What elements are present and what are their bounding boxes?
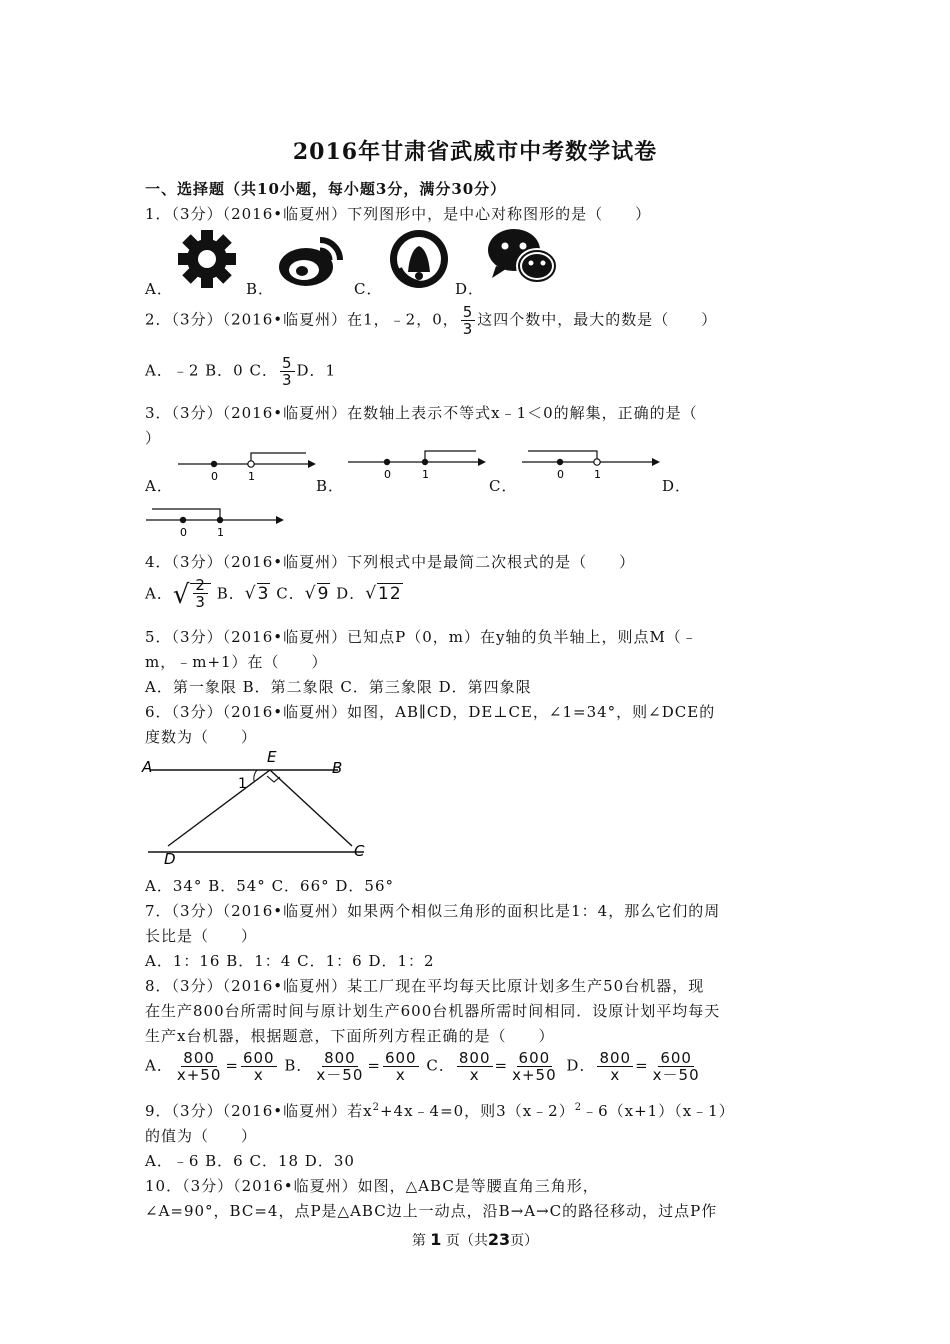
q8-d-right-fraction [651, 1050, 702, 1083]
point-label-a: A [142, 758, 153, 776]
q6-stem-line1: 6．（3分）（2016•临夏州）如图，AB∥CD，DE⊥CE，∠1=34°，则∠DCE的 [145, 703, 716, 721]
point-label-b: B [332, 759, 343, 777]
tick-label-0: 0 [384, 468, 391, 481]
fraction-numerator: 600 [518, 1049, 551, 1067]
q2-options [145, 355, 336, 388]
fraction-denominator: 3 [195, 593, 206, 611]
q4-option-a-radical: √ $\frac{2}{3}$ [173, 584, 211, 604]
number-line-a [176, 448, 321, 484]
number-line-b [346, 448, 491, 484]
fraction-numerator: 800 [183, 1049, 215, 1067]
q4-option-c-radical: √9 [304, 583, 330, 604]
fraction-denominator: x+50 [176, 1066, 222, 1084]
number-line-c [520, 448, 665, 484]
fraction-denominator: 3 [462, 320, 474, 338]
fraction-denominator: x [253, 1066, 264, 1084]
q9-stem-line1 [145, 1100, 735, 1121]
q10-stem-line1: 10．（3分）（2016•临夏州）如图，△ABC是等腰直角三角形， [145, 1177, 599, 1195]
fraction-denominator: x [395, 1066, 406, 1084]
q5-stem-line1: 5．（3分）（2016•临夏州）已知点P（0，m）在y轴的负半轴上，则点M（﹣ [145, 628, 698, 646]
tick-label-0: 0 [211, 470, 218, 483]
page-number: 1 [430, 1230, 442, 1249]
fraction-denominator: 3 [281, 371, 293, 389]
tick-label-1: 1 [217, 526, 224, 539]
q9-stem-pre: 9．（3分）（2016•临夏州）若x [145, 1102, 373, 1120]
section-heading: 一、选择题（共10小题，每小题3分，满分30分） [145, 180, 507, 198]
footer-suffix: 页） [510, 1233, 539, 1249]
q3-option-c: C． [489, 477, 518, 495]
weibo-icon [276, 232, 346, 288]
equals-sign: = [225, 1056, 239, 1075]
radicand: 3 [257, 583, 270, 604]
q8-d-left-fraction [597, 1050, 633, 1083]
q6-geometry-figure [140, 748, 380, 870]
q7-stem-line2: 长比是（ ） [145, 927, 258, 945]
q2-stem-pre: 2．（3分）（2016•临夏州）在1，﹣2，0， [145, 310, 459, 329]
tick-label-0: 0 [557, 468, 564, 481]
q4-stem: 4．（3分）（2016•临夏州）下列根式中是最简二次根式的是（ ） [145, 553, 636, 571]
q8-stem-line2: 在生产800台所需时间与原计划生产600台机器所需时间相同．设原计划平均每天 [145, 1002, 721, 1020]
q2-stem-post: 这四个数中，最大的数是（ ） [477, 310, 718, 329]
q4-option-d-label: D． [336, 584, 366, 603]
q8-b-left-fraction [314, 1050, 365, 1083]
fraction-numerator: 600 [660, 1049, 692, 1067]
q1-option-d: D． [455, 280, 485, 298]
q7-stem-line1: 7．（3分）（2016•临夏州）如果两个相似三角形的面积比是1：4，那么它们的周 [145, 902, 721, 920]
q8-c-left-fraction [457, 1050, 493, 1083]
angle-label-1: 1 [238, 776, 247, 792]
q8-options [145, 1050, 704, 1083]
q6-stem-line2: 度数为（ ） [145, 728, 258, 746]
q8-b-right-fraction [383, 1050, 419, 1083]
tick-label-1: 1 [594, 468, 601, 481]
q4-option-b-radical: √3 [244, 583, 270, 604]
fraction-numerator: 5 [462, 303, 474, 321]
q8-stem-line3: 生产x台机器，根据题意，下面所列方程正确的是（ ） [145, 1027, 555, 1045]
q9-options: A．﹣6 B．6 C．18 D．30 [145, 1152, 355, 1170]
q8-option-b-label: B． [284, 1056, 313, 1075]
q9-stem-line2: 的值为（ ） [145, 1127, 258, 1145]
q1-option-b: B． [246, 280, 275, 298]
fraction-denominator: x－50 [652, 1066, 700, 1084]
tick-label-0: 0 [180, 526, 187, 539]
q8-option-d-label: D． [566, 1056, 596, 1075]
q4-option-c-label: C． [276, 584, 305, 603]
superscript: 2 [372, 1102, 380, 1113]
point-label-e: E [267, 748, 277, 766]
q4-option-d-radical: √12 [365, 583, 402, 604]
tick-label-1: 1 [422, 468, 429, 481]
q9-stem-post: ﹣6（x+1）（x﹣1） [582, 1102, 735, 1120]
fraction-numerator: 2 [195, 576, 206, 594]
radicand: 9 [317, 583, 330, 604]
q8-option-a-label: A． [145, 1056, 173, 1075]
equals-sign: = [367, 1056, 381, 1075]
bell-logo-icon [388, 228, 450, 290]
fraction-numerator: 800 [458, 1049, 491, 1067]
q1-stem: 1．（3分）（2016•临夏州）下列图形中，是中心对称图形的是（ ） [145, 205, 652, 223]
q3-option-d: D． [662, 477, 692, 495]
point-label-d: D [164, 850, 176, 868]
fraction-denominator: x [610, 1066, 621, 1084]
q1-option-a: A． [145, 280, 173, 298]
q8-c-right-fraction [510, 1050, 559, 1083]
number-line-d [144, 506, 289, 542]
q2-fraction [461, 304, 476, 337]
q4-option-a-label: A． [145, 584, 173, 603]
tick-label-1: 1 [248, 470, 255, 483]
q4-options [145, 577, 403, 610]
page-footer [0, 1230, 950, 1250]
q2-options-post: D．1 [296, 361, 337, 380]
footer-prefix: 第 [411, 1233, 426, 1249]
q5-options: A．第一象限 B．第二象限 C．第三象限 D．第四象限 [145, 678, 532, 696]
q6-options: A．34° B．54° C．66° D．56° [145, 877, 395, 895]
q7-options: A．1：16 B．1：4 C．1：6 D．1：2 [145, 952, 435, 970]
fraction-numerator: 600 [384, 1049, 417, 1067]
fraction-denominator: x+50 [512, 1066, 557, 1084]
q8-a-right-fraction [241, 1050, 277, 1083]
q4-option-b-label: B． [216, 584, 245, 603]
footer-middle: 页（共 [445, 1233, 488, 1249]
total-pages: 23 [487, 1230, 511, 1249]
q3-stem-line1: 3．（3分）（2016•临夏州）在数轴上表示不等式x﹣1＜0的解集，正确的是（ [145, 404, 698, 422]
fraction-denominator: x－50 [316, 1066, 364, 1084]
gear-icon [176, 228, 238, 290]
fraction-numerator: 600 [242, 1049, 275, 1067]
q2-stem [145, 304, 717, 337]
point-label-c: C [354, 842, 365, 860]
q8-a-left-fraction [175, 1050, 224, 1083]
fraction-denominator: x [469, 1066, 480, 1084]
q3-option-a: A． [145, 477, 173, 495]
q2-options-pre: A．﹣2 B．0 C． [145, 361, 278, 380]
q3-stem-line2: ） [145, 429, 162, 447]
fraction-numerator: 5 [281, 354, 293, 372]
exam-title: 2016年甘肃省武威市中考数学试卷 [292, 139, 658, 165]
q8-option-c-label: C． [426, 1056, 455, 1075]
equals-sign: = [635, 1056, 649, 1075]
wechat-icon [486, 226, 558, 288]
fraction-numerator: 800 [599, 1049, 632, 1067]
q9-stem-mid: +4x﹣4=0，则3（x﹣2） [379, 1102, 575, 1120]
equals-sign: = [494, 1056, 509, 1075]
radicand: 12 [378, 583, 402, 604]
q1-option-c: C． [354, 280, 383, 298]
q8-stem-line1: 8．（3分）（2016•临夏州）某工厂现在平均每天比原计划多生产50台机器，现 [145, 977, 705, 995]
q10-stem-line2: ∠A=90°，BC=4，点P是△ABC边上一动点，沿B→A→C的路径移动，过点P作 [145, 1202, 718, 1220]
q3-option-b: B． [316, 477, 345, 495]
q2-option-c-fraction [280, 355, 295, 388]
q5-stem-line2: m，﹣m+1）在（ ） [145, 653, 328, 671]
fraction-numerator: 800 [324, 1049, 356, 1067]
superscript: 2 [574, 1102, 583, 1113]
